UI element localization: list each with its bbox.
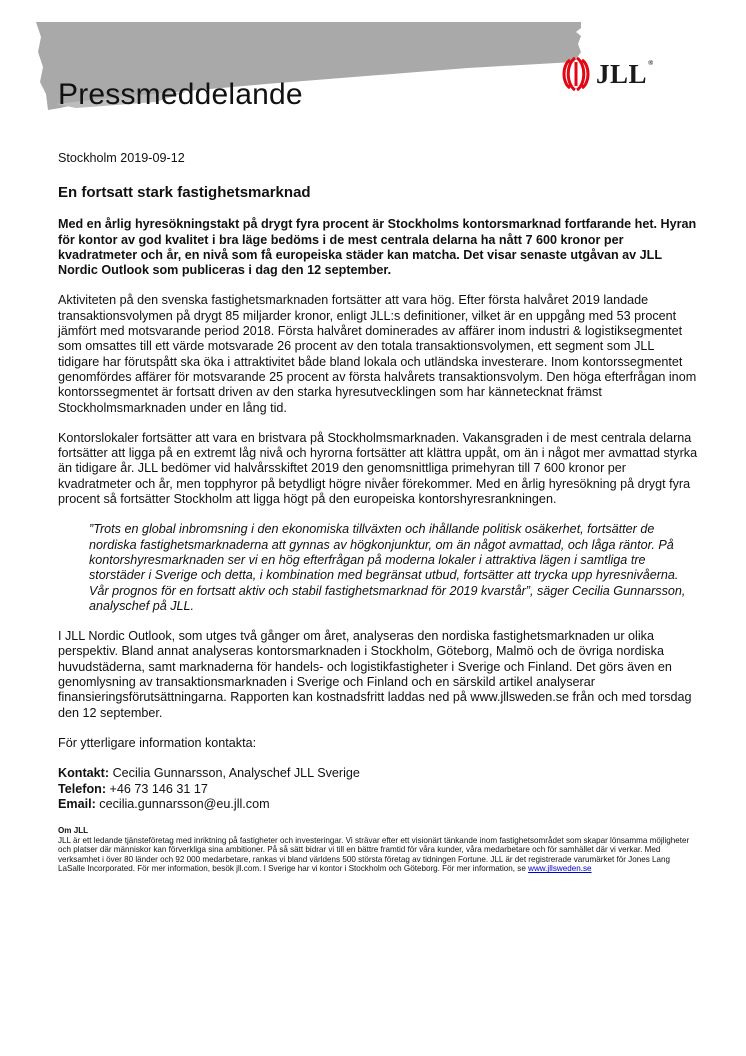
logo-wordmark: JLL® bbox=[596, 58, 654, 89]
email-label: Email: bbox=[58, 796, 96, 811]
press-release-body bbox=[58, 151, 698, 874]
contact-label: Kontakt: bbox=[58, 766, 110, 781]
phone-label: Telefon: bbox=[58, 781, 107, 796]
quote-block: ”Trots en global inbromsning i den ekonomiska tillväxten och ihållande politisk osäkerhet, fortsätter de nordiska fastighetsmarknaderna att gynnas av högkonjunktur, om än något avmattad, och låga räntor. På kontorshyresmarknaden ser vi en hög efterfrågan på moderna lokaler i attraktiva lägen i samtliga tre storstäder i Sverige och detta, i kombination med begränsat utbud, fortsätter att trycka upp hyresnivåerna. Vår prognos för en fortsatt aktiv och stabil fastighetsmarknad för 2019 kvarstår”, säger Cecilia Gunnarsson, analyschef på JLL. bbox=[89, 522, 686, 613]
dateline: Stockholm 2019-09-12 bbox=[58, 151, 185, 165]
jll-swirl-icon bbox=[560, 56, 592, 92]
headline: En fortsatt stark fastighetsmarknad bbox=[58, 184, 311, 202]
about-text: JLL är ett ledande tjänsteföretag med inriktning på fastigheter och investeringar. Vi strävar efter ett visionärt tänkande inom fastighetsområdet som skapar lönsamma möjligheter och platser där människor kan förverkliga sina ambitioner. På så sätt bidrar vi till en bättre framtid för våra kunder, våra medarbetare och för samhället där vi verkar. Med verksamhet i över 80 länder och 92 000 medarbetare, rankas vi bland världens 500 största företag av tidningen Fortune. JLL är det registrerade varumärket för Jones Lang LaSalle Incorporated. För mer information, besök jll.com. I Sverige har vi kontor i Stockholm och Göteborg. För mer information, se www.jllsweden.se bbox=[58, 835, 690, 874]
body-paragraph-2: Kontorslokaler fortsätter att vara en bristvara på Stockholmsmarknaden. Vakansgraden i de mest centrala delarna fortsätter att ligga på en extremt låg nivå och hyrorna fortsätter att klättra uppåt, om än i något mer avmattad styrka än tidigare år. JLL bedömer vid halvårsskiftet 2019 den genomsnittliga primehyran till 7 600 kronor per kvadratmeter och år, men topphyror på betydligt högre nivåer förekommer. Med en årlig hyresökning på drygt fyra procent så fortsätter Stockholm att ligga högt på den europeiska kontorshyresrankningen. bbox=[58, 430, 698, 507]
lead-paragraph: Med en årlig hyresökningstakt på drygt fyra procent är Stockholms kontorsmarknad fortfarande het. Hyran för kontor av god kvalitet i bra läge bedöms i de mest centrala delarna ha nått 7 600 kronor per kvadratmeter och år, en nivå som få europeiska städer kan matcha. Det visar senaste utgåvan av JLL Nordic Outlook som publiceras i dag den 12 september. bbox=[58, 217, 697, 278]
phone-value: +46 73 146 31 17 bbox=[106, 781, 208, 796]
body-paragraph-1: Aktiviteten på den svenska fastighetsmarknaden fortsätter att vara hög. Efter första halvåret 2019 landade transaktionsvolymen på drygt 85 miljarder kronor, enligt JLL:s definitioner, vilket är en uppgång med 53 procent jämfört med motsvarande period 2018. Första halvåret dominerades av affärer inom industri & logistiksegmentet som omsattes till ett värde motsvarade 26 procent av den totala transaktionsvolymen, ett segment som JLL tidigare har förutspått ska öka i attraktivitet både bland lokala och utländska investerare. Inom kontorssegmentet genomfördes affärer för motsvarande 25 procent av första halvårets transaktionsvolym. Den höga efterfrågan inom kontorssegmentet är fortsatt driven av den starka hyresutvecklingen som har kännetecknat främst Stockholmsmarknaden under en lång tid. bbox=[58, 293, 697, 415]
contact-email-line bbox=[58, 797, 698, 812]
about-section bbox=[58, 826, 698, 874]
page-title: Pressmeddelande bbox=[58, 78, 303, 111]
about-heading: Om JLL bbox=[58, 826, 89, 836]
contact-phone-line bbox=[58, 782, 698, 797]
contact-name-line bbox=[58, 766, 698, 781]
contact-value: Cecilia Gunnarsson, Analyschef JLL Sverige bbox=[109, 766, 360, 781]
email-value: cecilia.gunnarsson@eu.jll.com bbox=[95, 796, 270, 811]
contact-intro: För ytterligare information kontakta: bbox=[58, 735, 257, 750]
jllsweden-link[interactable]: www.jllsweden.se bbox=[528, 864, 592, 874]
closing-paragraph: I JLL Nordic Outlook, som utges två gånger om året, analyseras den nordiska fastighetsmarknaden ur olika perspektiv. Bland annat analyseras kontorsmarknaden i Stockholm, Göteborg, Malmö och de övriga nordiska huvudstäderna, samt marknaderna för handels- och logistikfastigheter i Sverige och Finland. Det görs även en genomlysning av transaktionsmarknaden i Sverige och Finland och en särskild artikel analyserar finansieringsförutsättningarna. Rapporten kan kostnadsfritt laddas ned på www.jllsweden.se från och med torsdag den 12 september. bbox=[58, 629, 692, 720]
jll-logo bbox=[560, 52, 654, 96]
